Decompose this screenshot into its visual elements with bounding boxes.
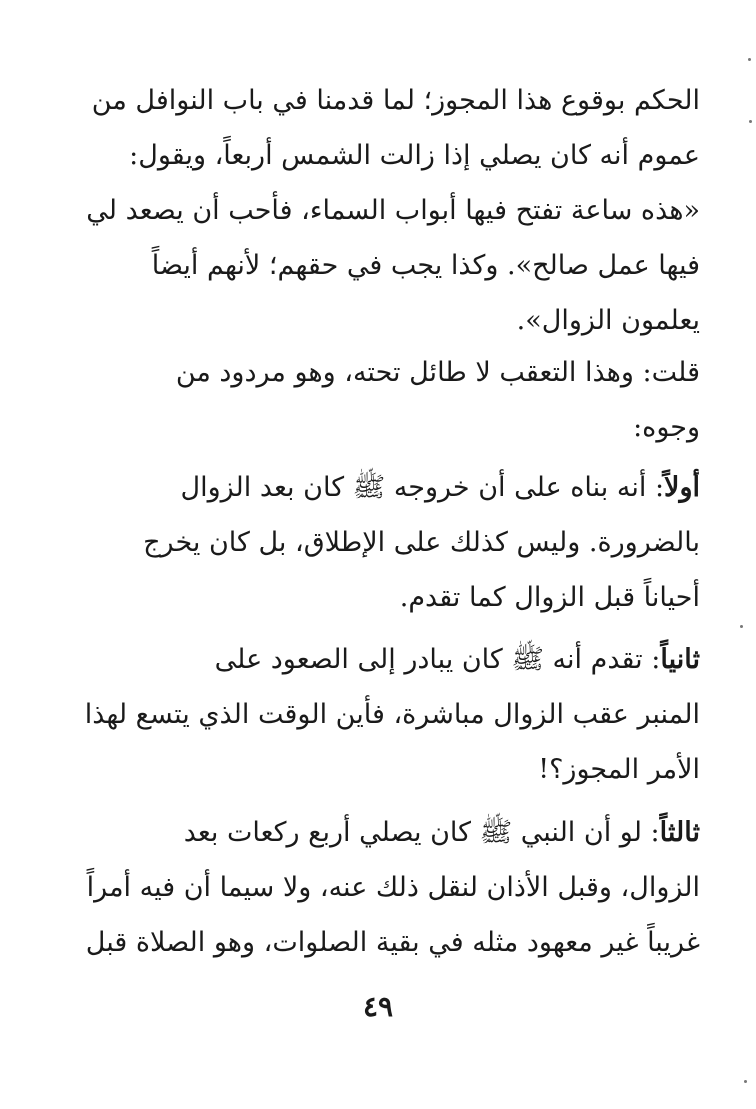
text-line: بالضرورة. وليس كذلك على الإطلاق، بل كان يخرج [143,527,700,558]
scan-speck [749,120,752,123]
scan-speck [744,1080,747,1083]
text-fragment: : أنه بناه على أن خروجه ﷺ كان بعد الزوال [180,472,665,503]
paragraph-continuation [86,73,700,348]
text-line [100,460,700,515]
text-line [100,632,700,687]
paragraph-second-point [84,632,700,797]
text-line [100,805,700,860]
paragraph-first-point [100,460,700,625]
text-line: الزوال، وقبل الأذان لنقل ذلك عنه، ولا سيما أن فيه أمراً [86,872,700,903]
text-fragment: : تقدم أنه ﷺ كان يبادر إلى الصعود على [214,644,661,675]
text-line: قلت: وهذا التعقب لا طائل تحته، وهو مردود من [175,357,700,388]
text-line: «هذه ساعة تفتح فيها أبواب السماء، فأحب أن يصعد لي [86,195,700,226]
point-lead: أولاً [664,472,700,503]
text-line: عموم أنه كان يصلي إذا زالت الشمس أربعاً، ويقول: [129,140,700,171]
scan-speck [740,625,743,628]
point-lead: ثالثاً [659,817,700,848]
point-lead: ثانياً [660,644,700,675]
text-line: الأمر المجوز؟! [538,754,700,785]
text-line: غريباً غير معهود مثله في بقية الصلوات، وهو الصلاة قبل [85,927,700,958]
text-line: المنبر عقب الزوال مباشرة، فأين الوقت الذي يتسع لهذا [84,699,700,730]
text-line: فيها عمل صالح». وكذا يجب في حقهم؛ لأنهم أيضاً [151,250,700,281]
page-number: ٤٩ [362,990,394,1023]
text-fragment: : لو أن النبي ﷺ كان يصلي أربع ركعات بعد [183,817,660,848]
text-line: يعلمون الزوال». [516,305,700,336]
text-line: الحكم بوقوع هذا المجوز؛ لما قدمنا في باب النوافل من [91,85,700,116]
text-line: أحياناً قبل الزوال كما تقدم. [399,582,700,613]
paragraph-third-point [85,805,700,970]
scan-speck [748,58,751,61]
text-line: وجوه: [633,412,700,443]
paragraph-rebuttal-intro [100,345,700,455]
